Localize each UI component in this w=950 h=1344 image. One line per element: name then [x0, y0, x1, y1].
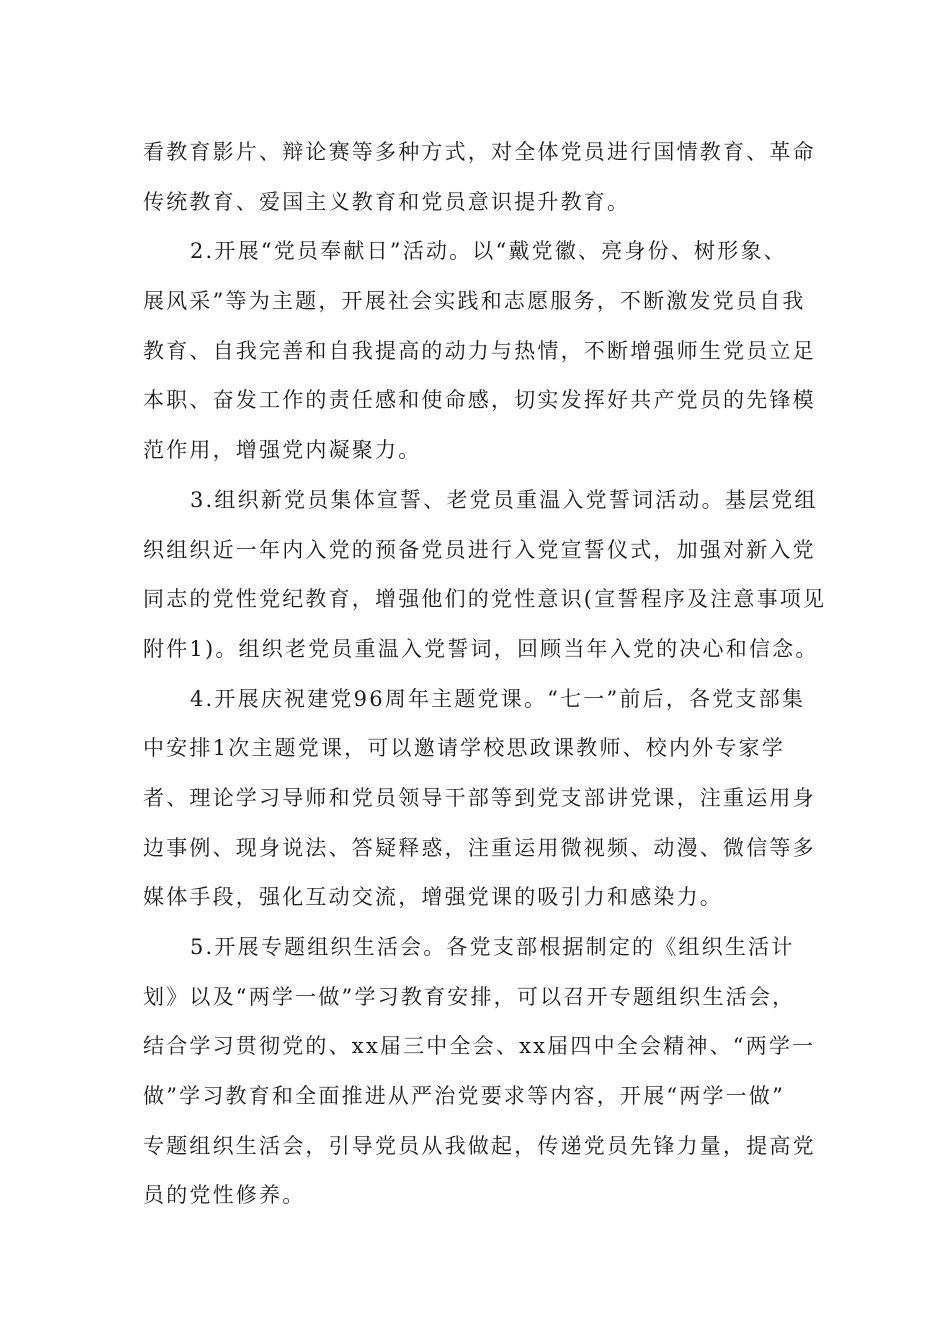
- paragraph-heading-3: 3.组织新党员集体宣誓、老党员重温入党誓词活动。基层党组: [190, 487, 818, 512]
- text-line: 传统教育、爱国主义教育和党员意识提升教育。: [143, 189, 631, 214]
- text-line: 看教育影片、辩论赛等多种方式，对全体党员进行国情教育、革命: [143, 140, 816, 164]
- text-line: 教育、自我完善和自我提高的动力与热情，不断增强师生党员立足: [143, 338, 816, 363]
- body-text: [143, 128, 827, 1221]
- text-line: 专题组织生活会，引导党员从我做起，传递党员先锋力量，提高党: [143, 1133, 816, 1158]
- text-line: 附件1)。组织老党员重温入党誓词，回顾当年入党的决心和信念。: [143, 636, 819, 661]
- paragraph-heading-2: 2.开展“党员奉献日”活动。以“戴党徽、亮身份、树形象、: [190, 239, 787, 264]
- paragraph-heading-5: 5.开展专题组织生活会。各党支部根据制定的《组织生活计: [190, 935, 795, 959]
- text-line: 同志的党性党纪教育，增强他们的党性意识(宣誓程序及注意事项见: [143, 587, 827, 612]
- text-line: 结合学习贯彻党的、xx届三中全会、xx届四中全会精神、“两学一: [143, 1034, 816, 1059]
- text-line: 中安排1次主题党课，可以邀请学校思政课教师、校内外专家学: [143, 736, 785, 761]
- text-line: 织组织近一年内入党的预备党员进行入党宣誓仪式，加强对新入党: [143, 537, 816, 562]
- text-line: 做”学习教育和全面推进从严治党要求等内容，开展“两学一做”: [143, 1084, 786, 1109]
- text-line: 员的党性修养。: [143, 1183, 306, 1208]
- text-line: 边事例、现身说法、答疑释惑，注重运用微视频、动漫、微信等多: [143, 835, 816, 860]
- text-line: 划》以及“两学一做”学习教育安排，可以召开专题组织生活会，: [143, 984, 796, 1009]
- text-line: 展风采”等为主题，开展社会实践和志愿服务，不断激发党员自我: [143, 289, 806, 314]
- text-line: 媒体手段，强化互动交流，增强党课的吸引力和感染力。: [143, 885, 723, 910]
- paragraph-heading-4: 4.开展庆祝建党96周年主题党课。“七一”前后，各党支部集: [190, 686, 806, 711]
- text-line: 本职、奋发工作的责任感和使命感，切实发挥好共产党员的先锋模: [143, 388, 816, 413]
- text-line: 者、理论学习导师和党员领导干部等到党支部讲党课，注重运用身: [143, 785, 816, 810]
- text-line: 范作用，增强党内凝聚力。: [143, 438, 422, 463]
